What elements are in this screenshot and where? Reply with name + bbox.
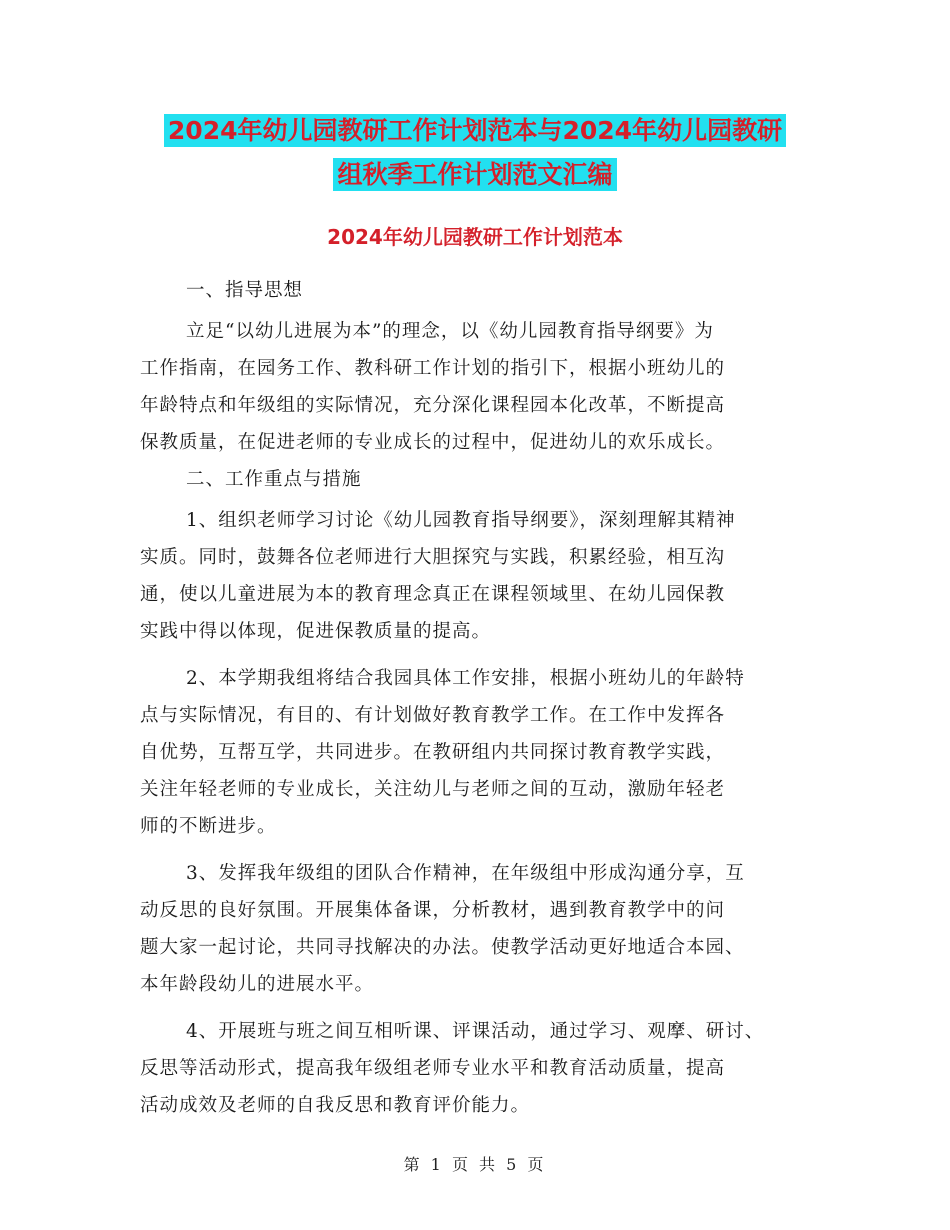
paragraph-line: 本年龄段幼儿的进展水平。: [140, 974, 375, 995]
paragraph-line: 通，使以儿童进展为本的教育理念真正在课程领域里、在幼儿园保教: [140, 584, 726, 605]
paragraph-line: 年龄特点和年级组的实际情况，充分深化课程园本化改革，不断提高: [140, 395, 726, 416]
section-title: 2024年幼儿园教研工作计划范本: [327, 225, 623, 249]
paragraph-line: 点与实际情况，有目的、有计划做好教育教学工作。在工作中发挥各: [140, 705, 726, 726]
paragraph-line: 实质。同时，鼓舞各位老师进行大胆探究与实践，积累经验，相互沟: [140, 547, 726, 568]
paragraph-line: 工作指南，在园务工作、教科研工作计划的指引下，根据小班幼儿的: [140, 358, 726, 379]
document-title-text-1: 2024年幼儿园教研工作计划范本与2024年幼儿园教研: [164, 114, 786, 147]
paragraph-line: 题大家一起讨论，共同寻找解决的办法。使教学活动更好地适合本园、: [140, 937, 745, 958]
document-title-text-2: 组秋季工作计划范文汇编: [333, 158, 616, 191]
document-title-line-1: [150, 108, 800, 154]
paragraph-line: 活动成效及老师的自我反思和教育评价能力。: [140, 1095, 531, 1116]
paragraph-line: 3、发挥我年级组的团队合作精神，在年级组中形成沟通分享，互: [186, 863, 745, 884]
paragraph-line: 反思等活动形式，提高我年级组老师专业水平和教育活动质量，提高: [140, 1058, 726, 1079]
paragraph-line: 2、本学期我组将结合我园具体工作安排，根据小班幼儿的年龄特: [186, 668, 745, 689]
paragraph-line: 师的不断进步。: [140, 816, 277, 837]
paragraph-line: 实践中得以体现，促进保教质量的提高。: [140, 621, 492, 642]
paragraph-line: 4、开展班与班之间互相听课、评课活动，通过学习、观摩、研讨、: [186, 1021, 765, 1042]
paragraph-line: 动反思的良好氛围。开展集体备课，分析教材，遇到教育教学中的问: [140, 900, 726, 921]
paragraph-line: 1、组织老师学习讨论《幼儿园教育指导纲要》，深刻理解其精神: [186, 510, 736, 531]
page-number-footer: 第 1 页 共 5 页: [403, 1155, 547, 1174]
paragraph-line: 自优势，互帮互学，共同进步。在教研组内共同探讨教育教学实践，: [140, 742, 726, 763]
document-body: [140, 272, 820, 1124]
paragraph-line: 关注年轻老师的专业成长，关注幼儿与老师之间的互动，激励年轻老: [140, 779, 726, 800]
paragraph-line: 立足“以幼儿进展为本”的理念，以《幼儿园教育指导纲要》为: [186, 321, 714, 342]
document-title-line-2: [150, 152, 800, 198]
heading-key-work: 二、工作重点与措施: [186, 469, 362, 490]
paragraph-line: 保教质量，在促进老师的专业成长的过程中，促进幼儿的欢乐成长。: [140, 432, 726, 453]
heading-guiding-thought: 一、指导思想: [186, 280, 304, 301]
